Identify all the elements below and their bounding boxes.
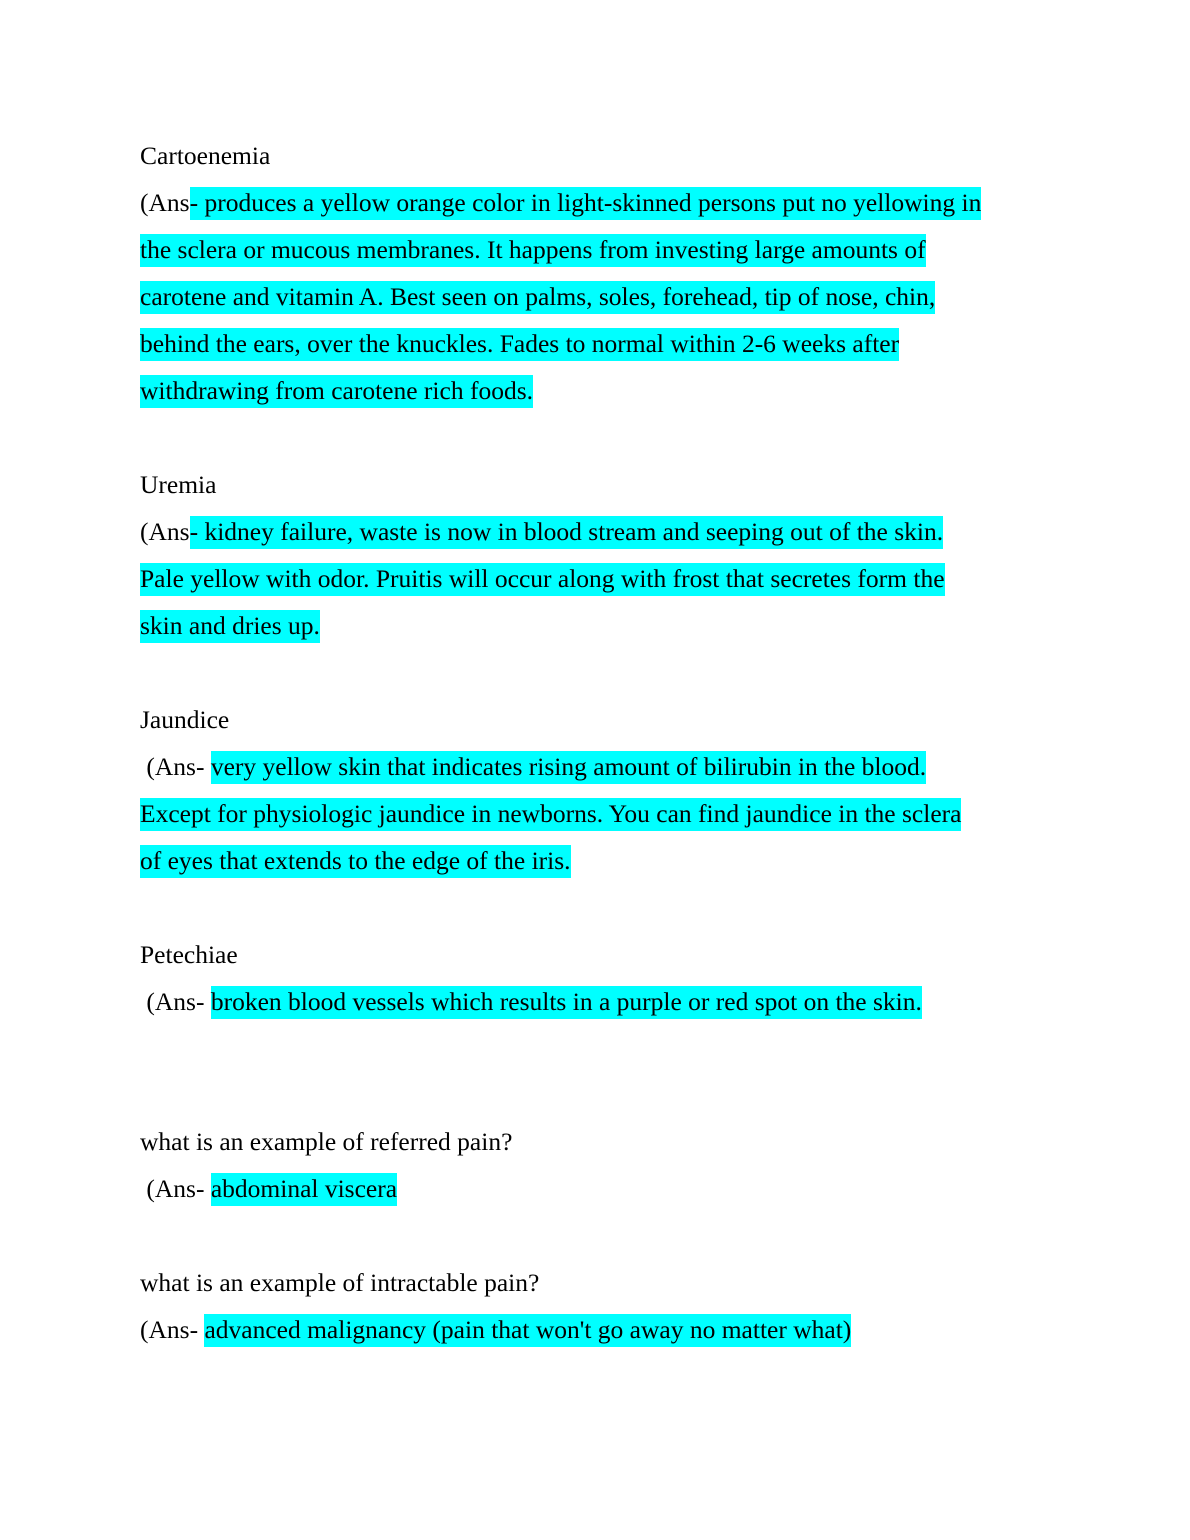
- answer-line: [140, 1306, 1050, 1353]
- answer-line: [140, 320, 1050, 367]
- flashcard-entry: [140, 1118, 1050, 1212]
- answer-line: [140, 367, 1050, 414]
- answer-line: [140, 837, 1050, 884]
- highlighted-answer: broken blood vessels which results in a purple or red spot on the skin.: [211, 986, 922, 1019]
- highlighted-answer: skin and dries up.: [140, 610, 320, 643]
- flashcard-entry: [140, 1259, 1050, 1353]
- answer-line: [140, 1165, 1050, 1212]
- question-text: what is an example of intractable pain?: [140, 1268, 540, 1297]
- highlighted-answer: carotene and vitamin A. Best seen on palms, soles, forehead, tip of nose, chin,: [140, 281, 935, 314]
- flashcard-entry: [140, 696, 1050, 884]
- highlighted-answer: behind the ears, over the knuckles. Fades to normal within 2-6 weeks after: [140, 328, 899, 361]
- answer-prefix: (Ans-: [140, 1315, 205, 1344]
- answer-line: [140, 273, 1050, 320]
- term-text: Cartoenemia: [140, 141, 271, 170]
- highlighted-answer: abdominal viscera: [211, 1173, 397, 1206]
- flashcard-entry: [140, 461, 1050, 649]
- question-text: what is an example of referred pain?: [140, 1127, 513, 1156]
- answer-prefix: (Ans-: [140, 752, 211, 781]
- term-text: Uremia: [140, 470, 217, 499]
- highlighted-answer: Pale yellow with odor. Pruitis will occur along with frost that secretes form the: [140, 563, 945, 596]
- answer-prefix: (Ans: [140, 517, 190, 546]
- answer-line: [140, 790, 1050, 837]
- answer-line: [140, 179, 1050, 226]
- flashcard-entry: [140, 931, 1050, 1025]
- answer-line: [140, 978, 1050, 1025]
- highlighted-answer: advanced malignancy (pain that won't go away no matter what): [204, 1314, 851, 1347]
- highlighted-answer: withdrawing from carotene rich foods.: [140, 375, 533, 408]
- highlighted-answer: Except for physiologic jaundice in newborns. You can find jaundice in the sclera: [140, 798, 961, 831]
- highlighted-answer: the sclera or mucous membranes. It happens from investing large amounts of: [140, 234, 926, 267]
- highlighted-answer: very yellow skin that indicates rising amount of bilirubin in the blood.: [211, 751, 926, 784]
- answer-prefix: (Ans: [140, 188, 190, 217]
- answer-line: [140, 743, 1050, 790]
- term-text: Petechiae: [140, 940, 238, 969]
- answer-line: [140, 226, 1050, 273]
- highlighted-answer: - kidney failure, waste is now in blood stream and seeping out of the skin.: [190, 516, 944, 549]
- highlighted-answer: of eyes that extends to the edge of the iris.: [140, 845, 571, 878]
- answer-line: [140, 508, 1050, 555]
- answer-prefix: (Ans-: [140, 1174, 211, 1203]
- answer-line: [140, 555, 1050, 602]
- flashcard-entry: [140, 132, 1050, 414]
- answer-line: [140, 602, 1050, 649]
- answer-prefix: (Ans-: [140, 987, 211, 1016]
- term-text: Jaundice: [140, 705, 230, 734]
- highlighted-answer: - produces a yellow orange color in light-skinned persons put no yellowing in: [190, 187, 982, 220]
